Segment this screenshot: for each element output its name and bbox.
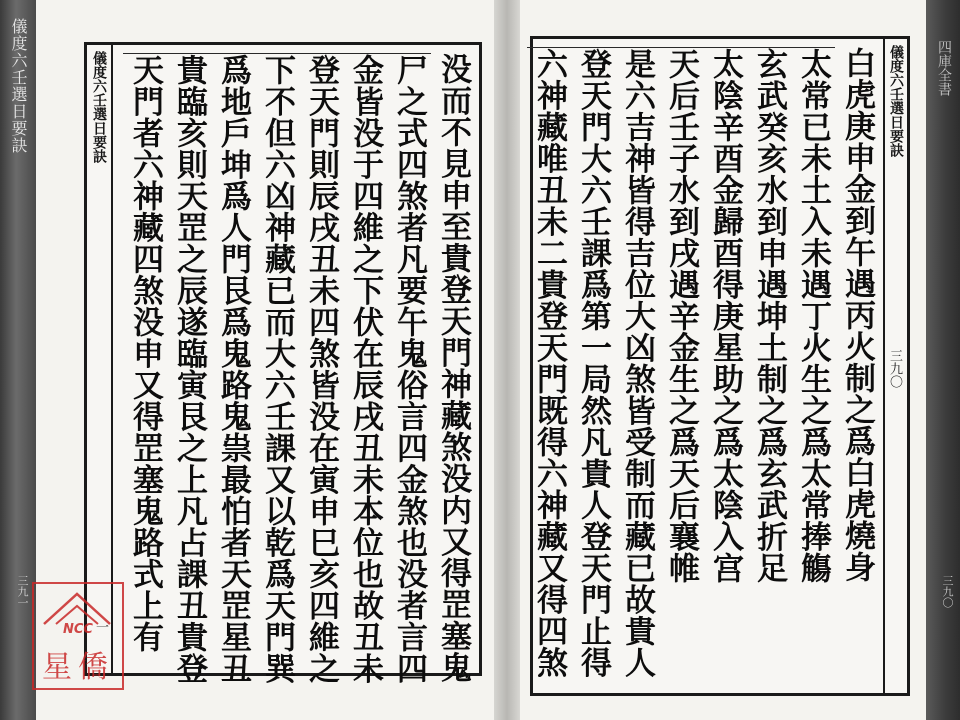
- left-margin-rule: [111, 45, 113, 673]
- left-text-column: 登天門則辰戌丑未四煞皆没在寅申巳亥四維之: [299, 53, 343, 665]
- left-text-column: 天門者六神藏四煞没申又得罡塞鬼路式上有: [123, 53, 167, 665]
- right-text-column: 太陰辛酉金歸酉得庚星助之爲太陰入宫: [703, 47, 747, 685]
- right-text-column: 天后壬子水到戌遇辛金生之爲天后襄帷: [659, 47, 703, 685]
- left-text-column: 爲地戶坤爲人門艮爲鬼路鬼祟最怕者天罡星丑: [211, 53, 255, 665]
- right-text-column: 登天門大六壬課爲第一局然凡貴人登天門止得: [571, 47, 615, 685]
- spine-title: 儀度六壬選日要訣: [9, 18, 28, 154]
- right-text-column: 六神藏唯丑未二貴登天門既得六神藏又得四煞: [527, 47, 571, 685]
- edge-title: 四庫全書: [936, 40, 952, 96]
- left-text-block: [117, 53, 475, 684]
- right-text-column: 白虎庚申金到午遇丙火制之爲白虎燒身: [839, 47, 875, 583]
- left-text-column: 下不但六凶神藏已而大六壬課又以乾爲天門巽: [255, 53, 299, 665]
- left-page-frame: [84, 42, 482, 684]
- right-text-column: 太常已未土入未遇丁火生之爲太常捧觴: [791, 47, 835, 685]
- stamp-name: 星僑: [42, 650, 114, 685]
- left-text-column: 金皆没于四維之下伏在辰戌丑未本位也故丑未: [343, 53, 387, 665]
- left-margin-header: 儀度六壬選日要訣: [91, 51, 107, 163]
- edge-page-number: 三九〇: [941, 575, 954, 608]
- right-page-label: 三九〇: [887, 349, 902, 388]
- stamp-code: NCC: [63, 622, 93, 637]
- right-margin-rule: [883, 39, 885, 693]
- book-gutter: [494, 0, 520, 720]
- right-text-column: 是六吉神皆得吉位大凶煞皆受制而藏已故貴人: [615, 47, 659, 685]
- right-page: [520, 0, 926, 720]
- right-book-edge: [926, 0, 960, 720]
- book-spine: [0, 0, 36, 720]
- right-page-frame: [530, 36, 910, 696]
- watermark-stamp: [32, 582, 124, 690]
- left-text-column: 貴臨亥則天罡之辰遂臨寅艮之上凡占課丑貴登: [167, 53, 211, 665]
- right-text-column: 玄武癸亥水到申遇坤土制之爲玄武折足: [747, 47, 791, 685]
- left-text-column: 没而不見申至貴登天門神藏煞没内又得罡塞鬼: [435, 53, 471, 683]
- left-text-column: 尸之式四煞者凡要午鬼俗言四金煞也没者言四: [387, 53, 431, 665]
- left-page-label: 一: [93, 620, 108, 633]
- right-text-block: [531, 47, 879, 685]
- spine-page-number: 三九一: [16, 575, 29, 608]
- right-margin-header: 儀度六壬選日要訣: [888, 45, 904, 157]
